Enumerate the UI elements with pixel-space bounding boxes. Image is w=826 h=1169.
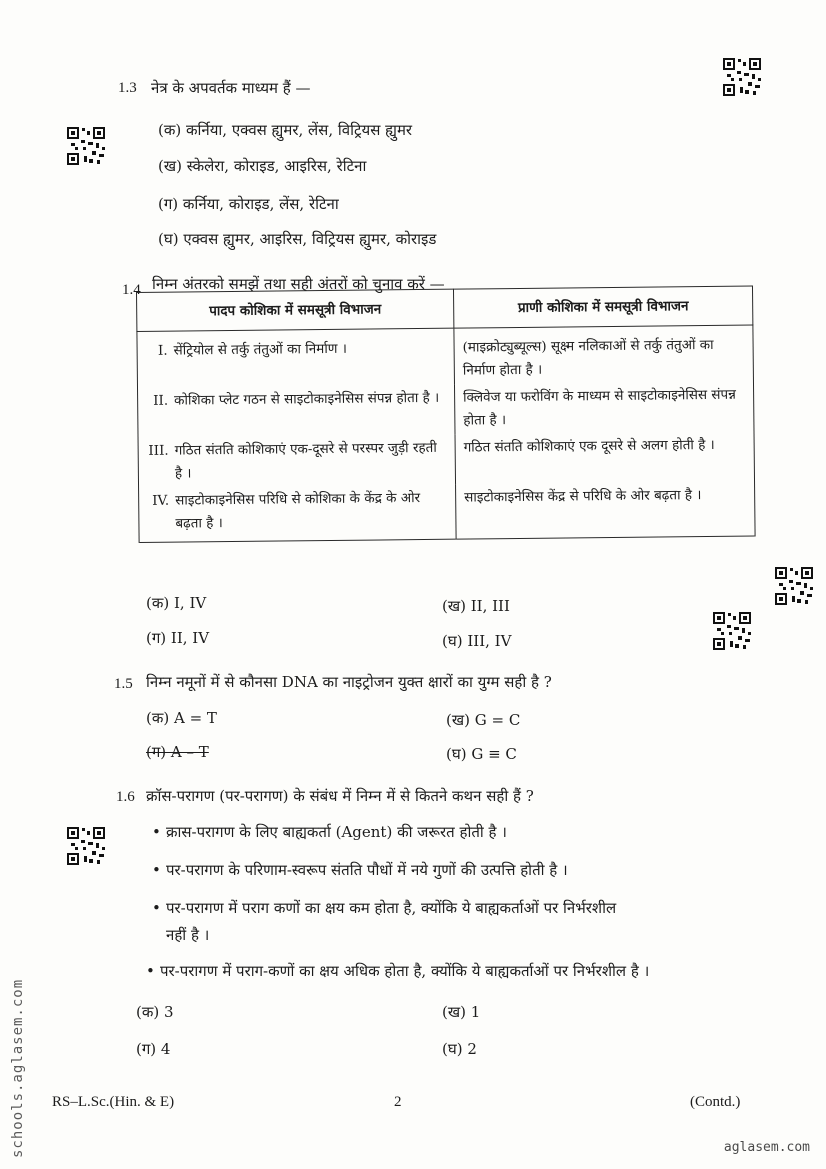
statement-item bbox=[152, 860, 568, 880]
table-header: प्राणी कोशिका में समसूत्री विभाजन bbox=[453, 286, 752, 328]
table-cell: साइटोकाइनेसिस केंद्र से परिधि के ओर बढ़ता है । bbox=[456, 482, 756, 540]
cell-text: सेंट्रियोल से तर्कु तंतुओं का निर्माण । bbox=[173, 340, 348, 359]
option-a: (क) A = T bbox=[146, 709, 217, 727]
cell-text: गठित संतति कोशिकाएं एक-दूसरे से परस्पर जुड़ी रहती है । bbox=[174, 439, 437, 482]
row-number: I. bbox=[157, 342, 168, 359]
paper-code: RS–L.Sc.(Hin. & E) bbox=[52, 1094, 175, 1110]
statement-continuation: नहीं है । bbox=[166, 926, 210, 944]
table-cell bbox=[138, 435, 456, 488]
option-c: (ग) 4 bbox=[136, 1040, 171, 1058]
statement-text: क्रास-परागण के लिए बाह्यकर्ता (Agent) की जरूरत होती है । bbox=[166, 823, 507, 841]
qr-code-icon bbox=[712, 611, 752, 651]
bullet-icon: • bbox=[146, 962, 155, 980]
question-text: क्रॉस-परागण (पर-परागण) के संबंध में निम्न में से कितने कथन सही हैं ? bbox=[146, 787, 534, 805]
qr-code-icon bbox=[774, 566, 814, 606]
question-number: 1.3 bbox=[118, 80, 137, 96]
comparison-table bbox=[136, 286, 756, 543]
table-cell: (माइक्रोट्युब्यूल्स) सूक्ष्म नलिकाओं से तर्कु तंतुओं का निर्माण होता है । bbox=[454, 325, 754, 385]
bullet-icon: • bbox=[152, 861, 161, 879]
option-b: (ख) II, III bbox=[442, 597, 510, 615]
question-number: 1.4 bbox=[122, 282, 141, 298]
qr-code-icon bbox=[66, 826, 106, 866]
row-number: III. bbox=[148, 442, 169, 459]
question-text: निम्न अंतरको समझें तथा सही अंतरों को चुनाव करें — bbox=[152, 275, 445, 293]
option-d: (घ) 2 bbox=[442, 1040, 477, 1058]
option-d: (घ) एक्वस ह्युमर, आइरिस, विट्रियस ह्युमर, कोराइड bbox=[158, 230, 437, 248]
statement-text: पर-परागण के परिणाम-स्वरूप संतति पौधों में नये गुणों की उत्पत्ति होती है । bbox=[166, 861, 568, 879]
continued-label: (Contd.) bbox=[690, 1094, 741, 1110]
statement-item bbox=[146, 961, 649, 981]
option-c: (ग) कर्निया, कोराइड, लेंस, रेटिना bbox=[158, 195, 339, 213]
cell-text: साइटोकाइनेसिस परिधि से कोशिका के केंद्र के ओर बढ़ता है । bbox=[175, 490, 421, 532]
statement-item bbox=[152, 898, 616, 918]
option-b: (ख) स्केलेरा, कोराइड, आइरिस, रेटिना bbox=[158, 157, 367, 175]
qr-code-icon bbox=[66, 126, 106, 166]
option-a: (क) कर्निया, एक्वस ह्युमर, लेंस, विट्रियस ह्युमर bbox=[158, 121, 413, 139]
option-a: (क) 3 bbox=[136, 1003, 174, 1021]
option-c: (ग) A – T bbox=[146, 743, 209, 761]
question-text: निम्न नमूनों में से कौनसा DNA का नाइट्रोजन युक्त क्षारों का युग्म सही है ? bbox=[146, 673, 552, 691]
option-d: (घ) III, IV bbox=[442, 632, 512, 650]
table-row bbox=[138, 432, 754, 488]
option-b: (ख) G = C bbox=[446, 711, 521, 729]
table-row bbox=[138, 382, 754, 438]
page-number: 2 bbox=[394, 1094, 402, 1110]
question-text: नेत्र के अपवर्तक माध्यम हैं — bbox=[151, 79, 311, 97]
table-header: पादप कोशिका में समसूत्री विभाजन bbox=[137, 289, 454, 331]
bottom-watermark: aglasem.com bbox=[723, 1140, 810, 1155]
table-header-row bbox=[137, 286, 753, 331]
table-cell: गठित संतति कोशिकाएं एक दूसरे से अलग होती है । bbox=[455, 432, 755, 485]
statement-item bbox=[152, 822, 507, 842]
statement-text: पर-परागण में पराग कणों का क्षय कम होता है, क्योंकि ये बाह्यकर्ताओं पर निर्भरशील bbox=[166, 899, 617, 917]
row-number: IV. bbox=[152, 492, 170, 509]
table-cell bbox=[137, 328, 455, 388]
option-d: (घ) G ≡ C bbox=[446, 745, 517, 763]
option-a: (क) I, IV bbox=[146, 594, 207, 612]
side-watermark: schools.aglasem.com bbox=[10, 978, 26, 1158]
bullet-icon: • bbox=[152, 899, 161, 917]
qr-code-icon bbox=[722, 57, 762, 97]
option-b: (ख) 1 bbox=[442, 1003, 481, 1021]
question-number: 1.5 bbox=[114, 676, 133, 692]
bullet-icon: • bbox=[152, 823, 161, 841]
cell-text: कोशिका प्लेट गठन से साइटोकाइनेसिस संपन्न होता है । bbox=[174, 389, 440, 409]
table-cell: क्लिवेज या फरोविंग के माध्यम से साइटोकाइनेसिस संपन्न होता है । bbox=[454, 382, 754, 435]
option-c: (ग) II, IV bbox=[146, 629, 210, 647]
table-row bbox=[137, 325, 754, 388]
table-row bbox=[139, 482, 756, 543]
table-cell bbox=[139, 485, 457, 543]
statement-text: पर-परागण में पराग-कणों का क्षय अधिक होता है, क्योंकि ये बाह्यकर्ताओं पर निर्भरशील है । bbox=[160, 962, 650, 980]
question-number: 1.6 bbox=[116, 789, 135, 805]
table-cell bbox=[138, 385, 456, 438]
row-number: II. bbox=[153, 392, 169, 409]
